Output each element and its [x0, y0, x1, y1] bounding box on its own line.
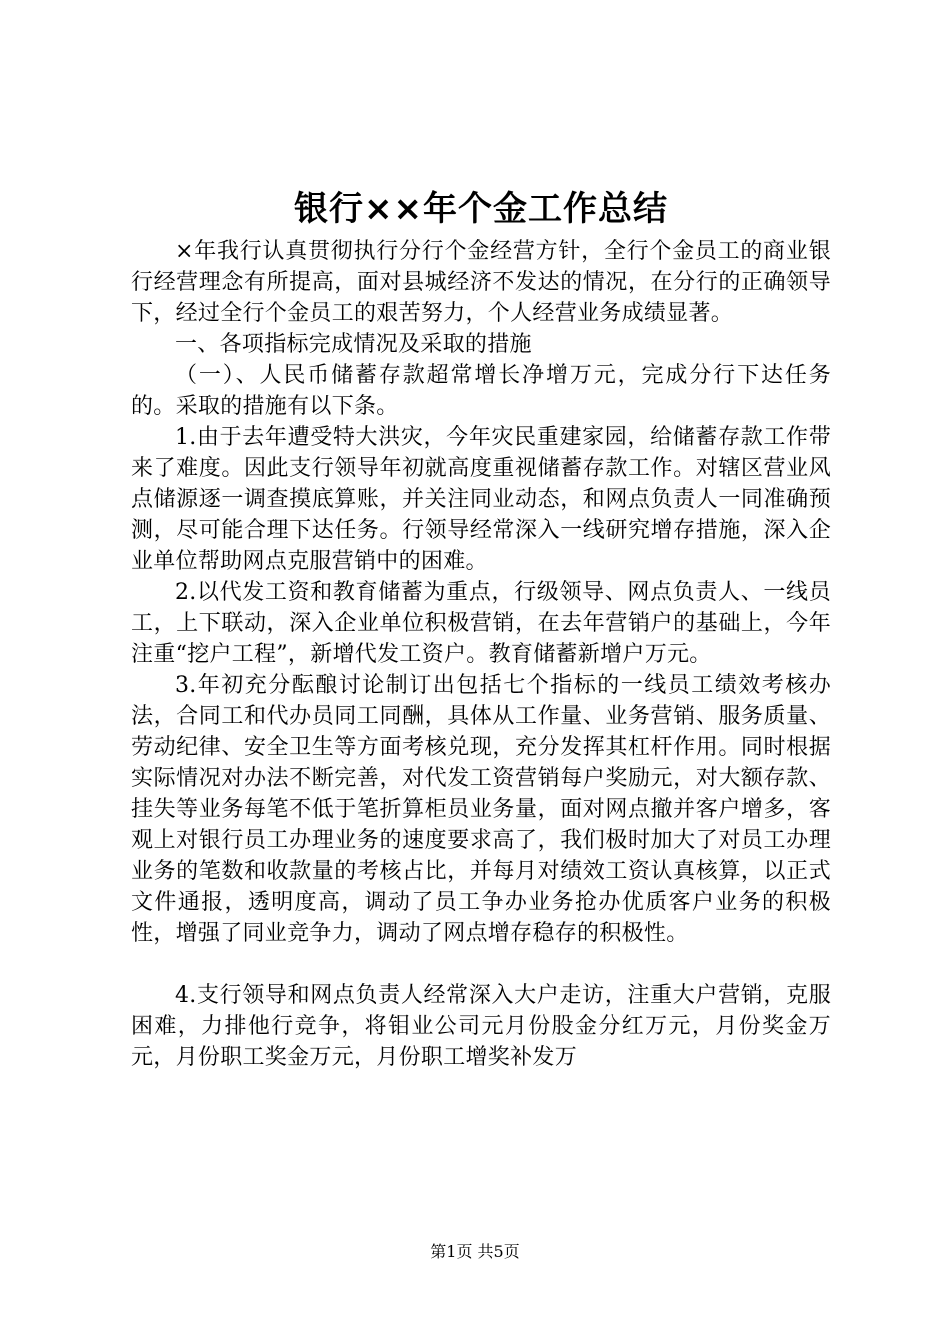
section-heading-1: 一、各项指标完成情况及采取的措施 — [175, 332, 532, 357]
paragraph-item-3: 3.年初充分酝酿讨论制订出包括七个指标的一线员工绩效考核办法，合同工和代办员同工同酬，具体从工作量、业务营销、服务质量、劳动纪律、安全卫生等方面考核兑现，充分发挥其杠杆作用。同时根据实际情况对办法不断完善，对代发工资营销每户奖励元，对大额存款、挂失等业务每笔不低于笔折算柜员业务量，面对网点撤并客户增多，客观上对银行员工办理业务的速度要求高了，我们极时加大了对员工办理业务的笔数和收款量的考核占比，并每月对绩效工资认真核算，以正式文件通报，透明度高，调动了员工争办业务抢办优质客户业务的积极性，增强了同业竞争力，调动了网点增存稳存的积极性。 — [131, 673, 831, 946]
paragraph-item-2: 2.以代发工资和教育储蓄为重点，行级领导、网点负责人、一线员工，上下联动，深入企业单位积极营销，在去年营销户的基础上，今年注重“挖户工程”，新增代发工资户。教育储蓄新增户万元。 — [131, 580, 831, 667]
paragraph-intro: ×年我行认真贯彻执行分行个金经营方针，全行个金员工的商业银行经营理念有所提高，面对县城经济不发达的情况，在分行的正确领导下，经过全行个金员工的艰苦努力，个人经营业务成绩显著。 — [131, 239, 831, 326]
document-title: 银行××年个金工作总结 — [294, 189, 668, 229]
paragraph-item-1: 1.由于去年遭受特大洪灾，今年灾民重建家园，给储蓄存款工作带来了难度。因此支行领导年初就高度重视储蓄存款工作。对辖区营业风点储源逐一调查摸底算账，并关注同业动态，和网点负责人一同准确预测，尽可能合理下达任务。行领导经常深入一线研究增存措施，深入企业单位帮助网点克服营销中的困难。 — [131, 425, 831, 574]
paragraph-item-4: 4.支行领导和网点负责人经常深入大户走访，注重大户营销，克服困难，力排他行竞争，将钼业公司元月份股金分红万元，月份奖金万元，月份职工奖金万元，月份职工增奖补发万 — [131, 983, 831, 1070]
page-footer: 第1页 共5页 — [430, 1242, 520, 1261]
document-body — [131, 236, 831, 1073]
subsection-heading-1: （一）、人民币储蓄存款超常增长净增万元，完成分行下达任务的。采取的措施有以下条。 — [131, 363, 831, 419]
